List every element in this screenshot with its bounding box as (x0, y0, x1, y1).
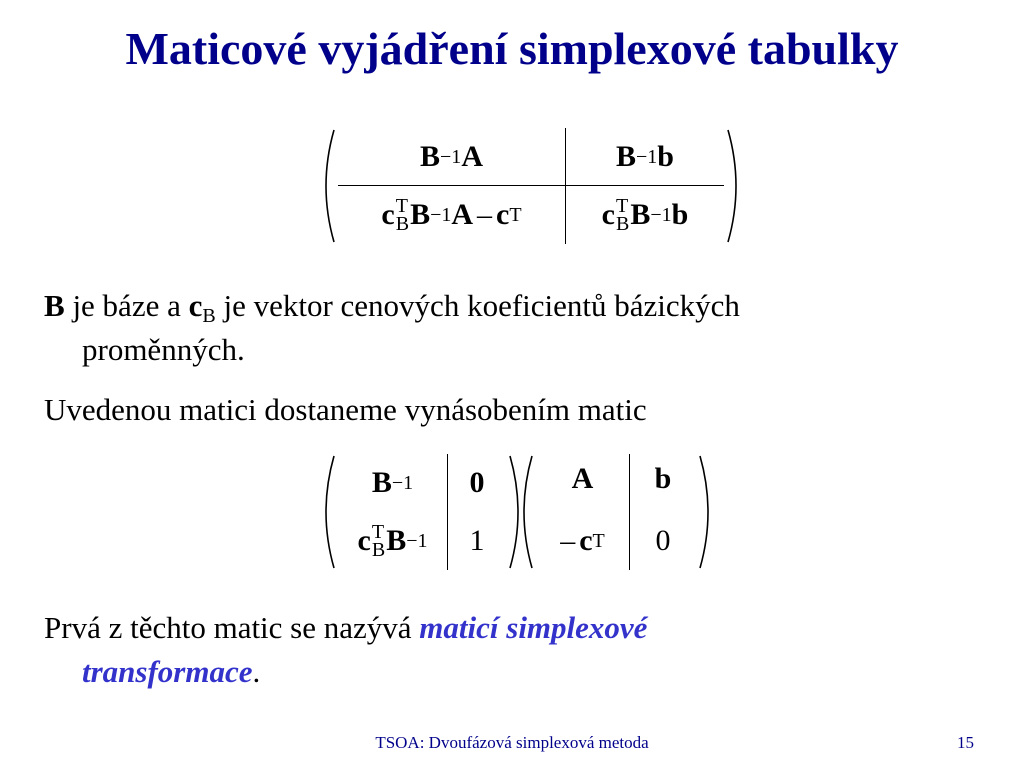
paragraph-transformation-definition: Prvá z těchto matic se nazývá maticí simplexové transformace. (44, 610, 648, 689)
cell-binv-b: B −1 b (566, 128, 724, 186)
cell-binv: B −1 (338, 454, 448, 512)
cell-reduced-costs: c T B B −1 A – c T (338, 186, 566, 244)
cell-zero-vector: 0 (469, 466, 485, 499)
page-number: 15 (957, 733, 974, 752)
left-paren (316, 128, 338, 244)
paragraph-basis-definition: B je báze a $c_B$ je vektor cenových koeficientů bázických proměnných. (44, 288, 740, 367)
transformation-matrix (316, 454, 528, 570)
cell-binv-a: B −1 A (338, 128, 566, 186)
right-paren (696, 454, 718, 570)
cell-neg-ct: – c T (536, 512, 630, 570)
simplex-table-matrix (316, 128, 746, 244)
cell-a: A (536, 454, 630, 512)
original-table-matrix (514, 454, 718, 570)
cell-zero: 0 (655, 524, 671, 557)
left-paren (316, 454, 338, 570)
slide-title: Maticové vyjádření simplexové tabulky (125, 23, 899, 74)
cell-one: 1 (469, 524, 485, 557)
cell-objective-value: c T B B −1 b (601, 195, 689, 235)
cell-cb-binv: c T B B −1 (338, 512, 448, 570)
footer-label: TSOA: Dvoufázová simplexová metoda (375, 733, 649, 752)
left-paren (514, 454, 536, 570)
right-paren (724, 128, 746, 244)
cell-b: b (654, 462, 672, 495)
paragraph-multiplication: Uvedenou matici dostaneme vynásobením matic (44, 392, 647, 427)
